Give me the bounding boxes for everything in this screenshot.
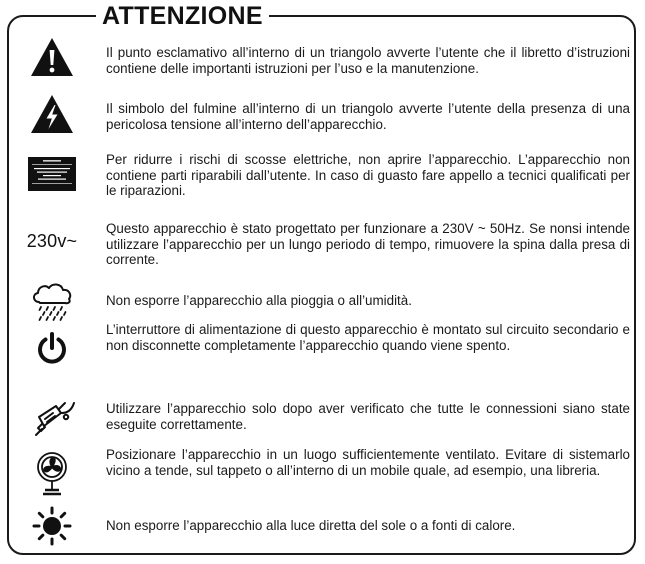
item-text: Questo apparecchio è stato progettato per funzionare a 230V ~ 50Hz. Se nonsi intende utilizzare l’apparecchio per un lungo periodo di tempo, rimuovere la spina dalla presa di corrente.: [106, 221, 630, 268]
item-text: Utilizzare l’apparecchio solo dopo aver verificato che tutte le connessioni siano state eseguite correttamente.: [106, 401, 630, 432]
rain-cloud-icon: [22, 280, 82, 322]
fan-ventilation-icon: [22, 450, 82, 496]
item-text: Per ridurre i rischi di scosse elettriche, non aprire l’apparecchio. L’apparecchio non contiene parti riparabili dall’utente. In caso di guasto fare appello a tecnici qualificati per le riparazioni.: [106, 152, 630, 199]
item-text: Non esporre l’apparecchio alla pioggia o all’umidità.: [106, 293, 412, 308]
item-text: Il simbolo del fulmine all’interno di un triangolo avverte l’utente della presenza di una pericolosa tensione all’interno dell’apparecchio.: [106, 101, 630, 132]
sun-icon: [22, 506, 82, 546]
item-text: Non esporre l’apparecchio alla luce diretta del sole o a fonti di calore.: [106, 518, 516, 533]
item-text: Il punto esclamativo all’interno di un triangolo avverte l’utente che il libretto d’istruzioni contiene delle importanti istruzioni per l’uso e la manutenzione.: [106, 45, 630, 76]
voltage-label: 230v~: [26, 230, 78, 251]
plug-connection-icon: [22, 396, 82, 438]
exclamation-triangle-icon: [22, 36, 82, 78]
caution-label-icon: [22, 154, 82, 194]
power-symbol-icon: [22, 329, 82, 369]
item-text: Posizionare l’apparecchio in un luogo sufficientemente ventilato. Evitare di sistemarlo vicino a tende, sul tappeto o all’interno di un mobile quale, ad esempio, una libreria.: [106, 447, 630, 478]
lightning-triangle-icon: [22, 93, 82, 135]
item-text: L’interruttore di alimentazione di questo apparecchio è montato sul circuito secondario e non disconnette completamente l’apparecchio quando viene spento.: [106, 322, 630, 353]
voltage-text-icon: [22, 229, 82, 253]
page-title: ATTENZIONE: [96, 2, 269, 30]
